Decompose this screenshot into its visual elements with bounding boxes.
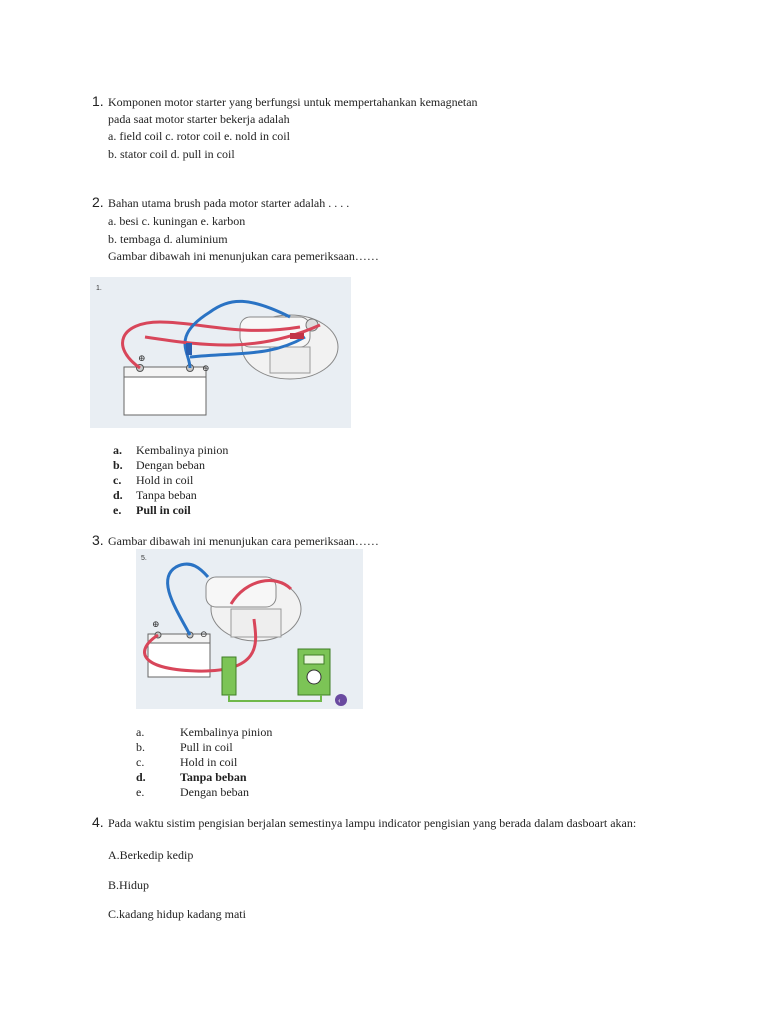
svg-text:⊖: ⊖ bbox=[202, 363, 210, 373]
svg-text:⊖: ⊖ bbox=[200, 629, 208, 639]
answer-text: Dengan beban bbox=[136, 458, 205, 472]
question-1-text: Komponen motor starter yang berfungsi untuk mempertahankan kemagnetan bbox=[108, 95, 478, 109]
multimeter-icon bbox=[298, 649, 330, 695]
answer-letter: b. bbox=[136, 740, 145, 754]
question-4-option-c: C.kadang hidup kadang mati bbox=[108, 907, 246, 921]
answer-text: Hold in coil bbox=[180, 755, 238, 769]
nav-back-icon[interactable] bbox=[335, 694, 347, 706]
answer-letter: b. bbox=[113, 458, 123, 472]
question-1-number: 1. bbox=[92, 93, 104, 109]
question-2-number: 2. bbox=[92, 194, 104, 210]
probe-icon bbox=[222, 657, 236, 695]
question-2-options-row2: b. tembaga d. aluminium bbox=[108, 232, 228, 246]
answer-text-highlighted: Pull in coil bbox=[136, 503, 191, 517]
figure-1-label: 1. bbox=[96, 285, 102, 292]
clamp-icon bbox=[290, 333, 304, 339]
answer-text: Kembalinya pinion bbox=[136, 443, 229, 457]
question-1-options-row2: b. stator coil d. pull in coil bbox=[108, 147, 235, 161]
probe-lead bbox=[229, 695, 321, 701]
answer-letter: c. bbox=[136, 755, 145, 769]
answer-text: Pull in coil bbox=[180, 740, 233, 754]
answer-letter: d. bbox=[136, 770, 146, 784]
answer-letter: c. bbox=[113, 473, 122, 487]
figure-2-label: 5. bbox=[141, 555, 147, 562]
figure-starter-test-1 bbox=[90, 277, 351, 428]
answer-text: Tanpa beban bbox=[136, 488, 197, 502]
svg-text:‹: ‹ bbox=[338, 696, 341, 705]
question-2-figure-caption: Gambar dibawah ini menunjukan cara pemeriksaan…… bbox=[108, 249, 379, 263]
answer-letter: a. bbox=[136, 725, 145, 739]
question-1-options-row1: a. field coil c. rotor coil e. nold in coil bbox=[108, 129, 290, 143]
svg-text:⊕: ⊕ bbox=[152, 619, 160, 629]
figure-starter-test-2 bbox=[136, 549, 363, 709]
answer-text: Kembalinya pinion bbox=[180, 725, 273, 739]
answer-letter: e. bbox=[136, 785, 145, 799]
question-2-text: Bahan utama brush pada motor starter adalah . . . . bbox=[108, 196, 350, 210]
question-2-options-row1: a. besi c. kuningan e. karbon bbox=[108, 214, 246, 228]
question-1-text-cont: pada saat motor starter bekerja adalah bbox=[108, 112, 290, 126]
answer-text: Dengan beban bbox=[180, 785, 249, 799]
question-4-text: Pada waktu sistim pengisian berjalan semestinya lampu indicator pengisian yang berada dalam dasboart akan: bbox=[108, 816, 637, 830]
answer-letter: a. bbox=[113, 443, 122, 457]
svg-text:⊕: ⊕ bbox=[138, 353, 146, 363]
clamp-icon bbox=[186, 343, 192, 355]
question-3-text: Gambar dibawah ini menunjukan cara pemeriksaan…… bbox=[108, 534, 379, 548]
battery-icon bbox=[124, 353, 210, 415]
question-3-number: 3. bbox=[92, 532, 104, 548]
answer-letter: d. bbox=[113, 488, 123, 502]
answer-text: Hold in coil bbox=[136, 473, 194, 487]
question-4-option-b: B.Hidup bbox=[108, 878, 150, 892]
answer-text-highlighted: Tanpa beban bbox=[180, 770, 247, 784]
question-4-number: 4. bbox=[92, 814, 104, 830]
blue-cable bbox=[168, 564, 208, 635]
starter-motor-icon bbox=[240, 315, 338, 379]
question-4-option-a: A.Berkedip kedip bbox=[108, 848, 194, 862]
battery-icon bbox=[148, 619, 210, 677]
answer-letter: e. bbox=[113, 503, 122, 517]
